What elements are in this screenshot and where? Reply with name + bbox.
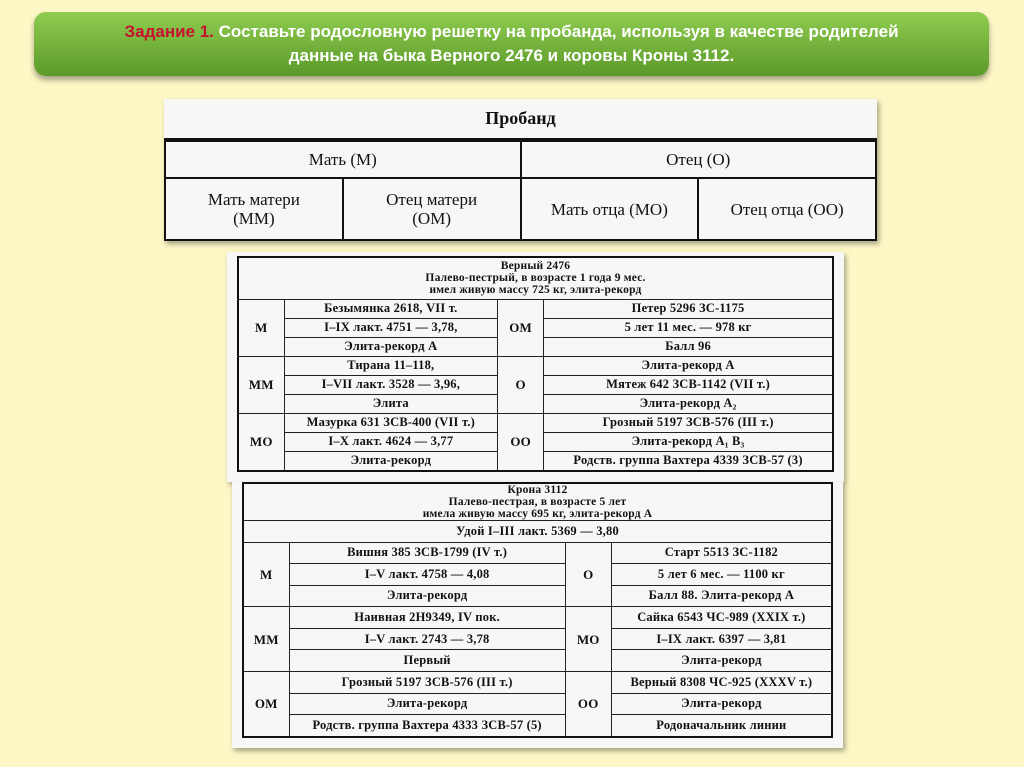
cow-label-m: М [243, 542, 289, 607]
cow-om-line-2: Элита-рекорд [289, 693, 565, 715]
proband-title: Пробанд [164, 99, 877, 140]
bull-oo-line-3: Родств. группа Вахтера 4339 ЗСВ-57 (3) [544, 451, 833, 471]
cow-o-line-2: 5 лет 6 мес. — 1100 кг [611, 564, 832, 586]
cow-label-mo: МО [565, 607, 611, 672]
cow-desc-2: имела живую массу 695 кг, элита-рекорд А [422, 508, 653, 520]
bull-oo-line-1: Грозный 5197 ЗСВ-576 (III т.) [544, 413, 833, 432]
task-banner [34, 12, 989, 76]
task-label: Задание 1. [124, 22, 214, 41]
task-text-2: данные на быка Верного 2476 и коровы Кроны 3112. [288, 46, 735, 65]
bull-name: Верный 2476 [500, 260, 571, 273]
cow-om-line-3: Родств. группа Вахтера 4333 ЗСВ-57 (5) [289, 715, 565, 737]
mm-cell [165, 178, 343, 240]
bull-label-o: О [498, 356, 544, 413]
cow-mo-line-1: Сайка 6543 ЧС-989 (XXIX т.) [611, 607, 832, 629]
bull-label-mm: ММ [238, 356, 284, 413]
bull-om-line-3: Балл 96 [544, 337, 833, 356]
bull-table [237, 256, 834, 472]
bull-m-line-2: I–IX лакт. 4751 — 3,78, [284, 318, 498, 337]
bull-mm-line-3: Элита [284, 394, 498, 413]
cow-header [243, 483, 832, 521]
cow-mo-line-2: I–IX лакт. 6397 — 3,81 [611, 628, 832, 650]
mm-line-2: (ММ) [233, 209, 275, 228]
bull-mo-line-2: I–X лакт. 4624 — 3,77 [284, 432, 498, 451]
cow-m-line-1: Вишня 385 ЗСВ-1799 (IV т.) [289, 542, 565, 564]
cow-oo-line-3: Родоначальник линии [611, 715, 832, 737]
oo-cell: Отец отца (ОО) [698, 178, 876, 240]
father-cell: Отец (О) [521, 141, 877, 178]
bull-desc-1: Палево-пестрый, в возрасте 1 года 9 мес. [425, 272, 646, 285]
bull-label-m: М [238, 299, 284, 356]
om-cell [343, 178, 521, 240]
cow-label-oo: ОО [565, 671, 611, 737]
task-text-1: Составьте родословную решетку на пробанда, используя в качестве родителей [218, 22, 899, 41]
cow-o-line-1: Старт 5513 ЗС-1182 [611, 542, 832, 564]
banner-line-1 [124, 20, 898, 44]
cow-mm-line-1: Наивная 2Н9349, IV пок. [289, 607, 565, 629]
om-line-1: Отец матери [386, 190, 478, 209]
bull-o-line-3: Элита-рекорд А₂ [544, 394, 833, 413]
bull-desc-2: имел живую массу 725 кг, элита-рекорд [429, 284, 642, 297]
om-line-2: (ОМ) [412, 209, 451, 228]
cow-name: Крона 3112 [507, 484, 568, 496]
pedigree-table [164, 140, 877, 241]
cow-label-mm: ММ [243, 607, 289, 672]
bull-m-line-3: Элита-рекорд А [284, 337, 498, 356]
cow-yield: Удой I–III лакт. 5369 — 3,80 [243, 521, 832, 543]
bull-label-om: ОМ [498, 299, 544, 356]
bull-card [227, 252, 844, 482]
mother-cell: Мать (М) [165, 141, 521, 178]
bull-mo-line-1: Мазурка 631 ЗСВ-400 (VII т.) [284, 413, 498, 432]
bull-header [238, 257, 833, 299]
cow-mm-line-3: Первый [289, 650, 565, 672]
mm-line-1: Мать матери [207, 190, 300, 209]
bull-mm-line-2: I–VII лакт. 3528 — 3,96, [284, 375, 498, 394]
bull-m-line-1: Безымянка 2618, VII т. [284, 299, 498, 318]
bull-label-oo: ОО [498, 413, 544, 471]
bull-o-line-1: Элита-рекорд А [544, 356, 833, 375]
cow-oo-line-2: Элита-рекорд [611, 693, 832, 715]
bull-om-line-1: Петер 5296 ЗС-1175 [544, 299, 833, 318]
cow-om-line-1: Грозный 5197 ЗСВ-576 (III т.) [289, 671, 565, 693]
cow-oo-line-1: Верный 8308 ЧС-925 (XXXV т.) [611, 671, 832, 693]
cow-label-o: О [565, 542, 611, 607]
bull-mo-line-3: Элита-рекорд [284, 451, 498, 471]
bull-oo-line-2: Элита-рекорд А₁ В₃ [544, 432, 833, 451]
bull-o-line-2: Мятеж 642 ЗСВ-1142 (VII т.) [544, 375, 833, 394]
bull-mm-line-1: Тирана 11–118, [284, 356, 498, 375]
cow-mm-line-2: I–V лакт. 2743 — 3,78 [289, 628, 565, 650]
cow-o-line-3: Балл 88. Элита-рекорд А [611, 585, 832, 607]
pedigree-grid [164, 99, 877, 241]
cow-card [232, 482, 843, 748]
cow-label-om: ОМ [243, 671, 289, 737]
bull-label-mo: МО [238, 413, 284, 471]
cow-table [242, 482, 833, 738]
cow-desc-1: Палево-пестрая, в возрасте 5 лет [448, 496, 627, 508]
mo-cell: Мать отца (МО) [521, 178, 699, 240]
cow-m-line-3: Элита-рекорд [289, 585, 565, 607]
bull-om-line-2: 5 лет 11 мес. — 978 кг [544, 318, 833, 337]
cow-mo-line-3: Элита-рекорд [611, 650, 832, 672]
cow-m-line-2: I–V лакт. 4758 — 4,08 [289, 564, 565, 586]
